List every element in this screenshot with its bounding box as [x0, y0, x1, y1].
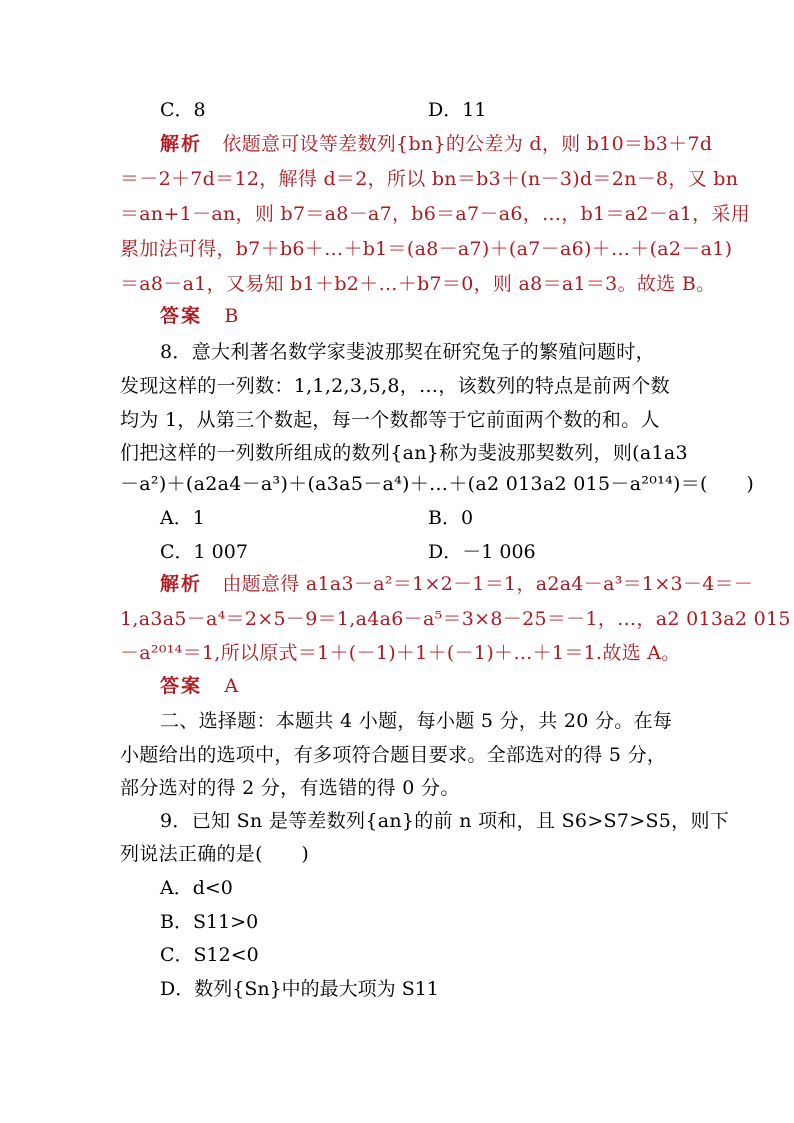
q7-analysis-line-3: ＝an+1－an，则 b7＝a8－a7，b6＝a7－a6，…，b1＝a2－a1，采用	[120, 203, 751, 225]
q7-answer	[160, 304, 720, 328]
q7-analysis-line-4: 累加法可得，b7＋b6＋…＋b1＝(a8－a7)＋(a7－a6)＋…＋(a2－a1)	[120, 238, 733, 260]
q7-option-c: C．8	[160, 99, 206, 121]
q8-stem-line-4: 们把这样的一列数所组成的数列{an}称为斐波那契数列，则(a1a3	[120, 442, 688, 464]
q8-stem-line-5: －a²)＋(a2a4－a³)＋(a3a5－a⁴)＋…＋(a2 013a2 015－a²⁰¹⁴)＝( )	[120, 473, 755, 495]
q8-analysis-line-1	[160, 572, 754, 596]
analysis-label: 解析	[160, 573, 203, 595]
q8-stem-line-3: 均为 1，从第三个数起，每一个数都等于它前面两个数的和。人	[120, 409, 660, 431]
q8-answer	[160, 674, 720, 698]
section2-line-3: 部分选对的得 2 分，有选错的得 0 分。	[120, 777, 460, 799]
q8-analysis-line-3: －a²⁰¹⁴＝1,所以原式＝1＋(－1)＋1＋(－1)＋…＋1＝1.故选 A。	[120, 642, 681, 664]
q9-stem-line-1: 9．已知 Sn 是等差数列{an}的前 n 项和，且 S6>S7>S5，则下	[160, 810, 730, 832]
analysis-text: 依题意可设等差数列{bn}的公差为 d，则 b10＝b3＋7d	[222, 133, 713, 155]
q8-stem-line-2: 发现这样的一列数：1,1,2,3,5,8，…，该数列的特点是前两个数	[120, 375, 670, 397]
section2-line-2: 小题给出的选项中，有多项符合题目要求。全部选对的得 5 分，	[120, 744, 667, 766]
q9-option-c: C．S12<0	[160, 944, 259, 966]
analysis-text: 由题意得 a1a3－a²＝1×2－1＝1，a2a4－a³＝1×3－4＝－	[222, 573, 754, 595]
answer-value: B	[224, 305, 239, 327]
q7-analysis-line-5: ＝a8－a1，又易知 b1＋b2＋…＋b7＝0，则 a8＝a1＝3。故选 B。	[120, 273, 716, 295]
q9-option-a: A．d<0	[160, 877, 233, 899]
answer-label: 答案	[160, 305, 203, 327]
q8-option-b: B．0	[428, 507, 474, 529]
answer-label: 答案	[160, 675, 203, 697]
q7-option-d: D．11	[428, 99, 487, 121]
q9-option-d: D．数列{Sn}中的最大项为 S11	[160, 978, 439, 1000]
q8-option-c: C．1 007	[160, 541, 248, 563]
q8-option-a: A．1	[160, 507, 205, 529]
analysis-label: 解析	[160, 133, 203, 155]
q9-option-b: B．S11>0	[160, 911, 259, 933]
answer-value: A	[224, 675, 239, 697]
q7-analysis-line-1	[160, 132, 713, 156]
q8-option-d: D．－1 006	[428, 541, 536, 563]
section2-line-1: 二、选择题：本题共 4 小题，每小题 5 分，共 20 分。在每	[160, 710, 673, 732]
q8-stem-line-1: 8．意大利著名数学家斐波那契在研究兔子的繁殖问题时，	[160, 341, 655, 363]
q9-stem-line-2: 列说法正确的是( )	[120, 843, 310, 865]
q7-analysis-line-2: ＝－2＋7d＝12，解得 d＝2，所以 bn＝b3＋(n－3)d＝2n－8，又 bn	[120, 168, 739, 190]
q8-analysis-line-2: 1,a3a5－a⁴＝2×5－9＝1,a4a6－a⁵＝3×8－25＝－1，…，a2 013a2 015	[120, 608, 791, 630]
